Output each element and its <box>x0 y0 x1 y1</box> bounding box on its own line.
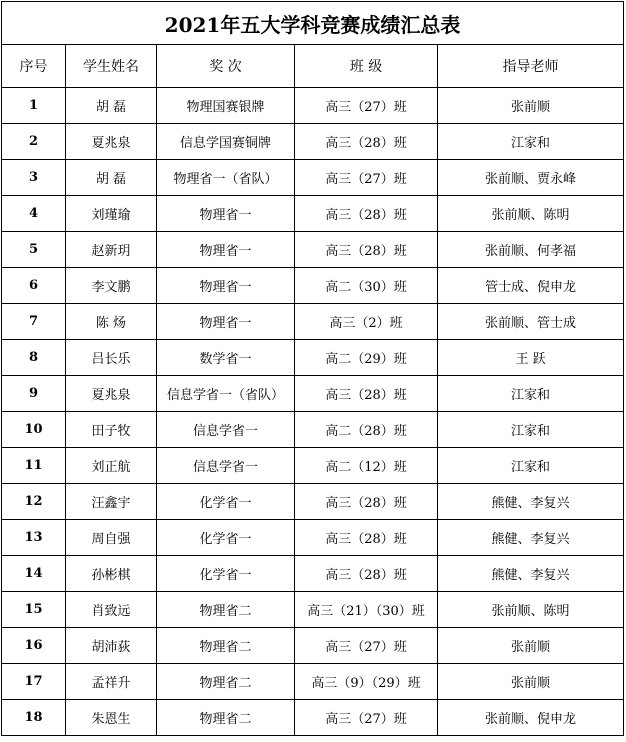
cell-advisor: 张前顺、陈明 <box>438 196 624 232</box>
table-row <box>2 412 624 448</box>
cell-student-name: 汪鑫宇 <box>66 484 157 520</box>
table-row <box>2 556 624 592</box>
table-row <box>2 376 624 412</box>
cell-index: 17 <box>2 664 66 700</box>
cell-advisor: 熊健、李复兴 <box>438 484 624 520</box>
cell-student-name: 刘正航 <box>66 448 157 484</box>
cell-class: 高三（9）（29）班 <box>295 664 438 700</box>
cell-student-name: 刘瑾瑜 <box>66 196 157 232</box>
cell-advisor: 张前顺、何孝福 <box>438 232 624 268</box>
cell-student-name: 孙彬棋 <box>66 556 157 592</box>
cell-advisor: 江家和 <box>438 376 624 412</box>
cell-index: 14 <box>2 556 66 592</box>
table-row <box>2 592 624 628</box>
cell-student-name: 胡沛荻 <box>66 628 157 664</box>
table-row <box>2 304 624 340</box>
cell-index: 10 <box>2 412 66 448</box>
cell-award: 物理省一 <box>157 304 295 340</box>
cell-award: 物理省一（省队） <box>157 160 295 196</box>
table-row <box>2 700 624 736</box>
cell-index: 11 <box>2 448 66 484</box>
cell-student-name: 赵新玥 <box>66 232 157 268</box>
table-row <box>2 484 624 520</box>
header-student-name: 学生姓名 <box>66 45 157 88</box>
cell-class: 高三（28）班 <box>295 196 438 232</box>
cell-student-name: 李文鹏 <box>66 268 157 304</box>
table-row <box>2 160 624 196</box>
cell-award: 物理省二 <box>157 592 295 628</box>
cell-class: 高三（27）班 <box>295 700 438 736</box>
cell-award: 物理省二 <box>157 700 295 736</box>
award-table <box>1 1 624 736</box>
cell-class: 高二（28）班 <box>295 412 438 448</box>
cell-index: 13 <box>2 520 66 556</box>
cell-student-name: 孟祥升 <box>66 664 157 700</box>
cell-index: 12 <box>2 484 66 520</box>
cell-index: 5 <box>2 232 66 268</box>
table-row <box>2 88 624 124</box>
cell-student-name: 肖致远 <box>66 592 157 628</box>
cell-award: 化学省一 <box>157 520 295 556</box>
cell-class: 高三（28）班 <box>295 376 438 412</box>
cell-award: 信息学省一 <box>157 412 295 448</box>
cell-advisor: 张前顺、陈明 <box>438 592 624 628</box>
table-row <box>2 340 624 376</box>
cell-index: 16 <box>2 628 66 664</box>
table-row <box>2 268 624 304</box>
cell-index: 9 <box>2 376 66 412</box>
cell-class: 高三（2）班 <box>295 304 438 340</box>
cell-student-name: 田子牧 <box>66 412 157 448</box>
table-row <box>2 664 624 700</box>
cell-class: 高三（27）班 <box>295 88 438 124</box>
cell-award: 化学省一 <box>157 556 295 592</box>
cell-index: 1 <box>2 88 66 124</box>
cell-award: 物理省二 <box>157 628 295 664</box>
cell-award: 信息学国赛铜牌 <box>157 124 295 160</box>
cell-award: 化学省一 <box>157 484 295 520</box>
cell-advisor: 王 跃 <box>438 340 624 376</box>
cell-class: 高三（27）班 <box>295 628 438 664</box>
cell-class: 高三（28）班 <box>295 556 438 592</box>
cell-index: 7 <box>2 304 66 340</box>
cell-advisor: 江家和 <box>438 124 624 160</box>
cell-advisor: 管士成、倪申龙 <box>438 268 624 304</box>
cell-student-name: 夏兆泉 <box>66 124 157 160</box>
cell-class: 高二（29）班 <box>295 340 438 376</box>
table-row <box>2 520 624 556</box>
cell-index: 18 <box>2 700 66 736</box>
cell-class: 高三（28）班 <box>295 124 438 160</box>
cell-student-name: 吕长乐 <box>66 340 157 376</box>
cell-index: 15 <box>2 592 66 628</box>
cell-advisor: 江家和 <box>438 412 624 448</box>
table-row <box>2 628 624 664</box>
cell-student-name: 胡 磊 <box>66 160 157 196</box>
table-row <box>2 124 624 160</box>
cell-award: 物理省二 <box>157 664 295 700</box>
cell-index: 3 <box>2 160 66 196</box>
cell-class: 高三（28）班 <box>295 484 438 520</box>
cell-advisor: 熊健、李复兴 <box>438 556 624 592</box>
cell-student-name: 夏兆泉 <box>66 376 157 412</box>
cell-advisor: 张前顺 <box>438 628 624 664</box>
cell-award: 物理省一 <box>157 232 295 268</box>
cell-class: 高三（21）（30）班 <box>295 592 438 628</box>
cell-class: 高二（12）班 <box>295 448 438 484</box>
cell-index: 2 <box>2 124 66 160</box>
header-index: 序号 <box>2 45 66 88</box>
cell-class: 高三（28）班 <box>295 520 438 556</box>
cell-award: 物理省一 <box>157 196 295 232</box>
cell-advisor: 张前顺、倪申龙 <box>438 700 624 736</box>
cell-index: 4 <box>2 196 66 232</box>
title-row <box>2 2 624 45</box>
cell-advisor: 张前顺 <box>438 88 624 124</box>
cell-award: 物理国赛银牌 <box>157 88 295 124</box>
cell-advisor: 熊健、李复兴 <box>438 520 624 556</box>
cell-advisor: 江家和 <box>438 448 624 484</box>
cell-student-name: 陈 炀 <box>66 304 157 340</box>
cell-award: 物理省一 <box>157 268 295 304</box>
header-class: 班 级 <box>295 45 438 88</box>
cell-award: 数学省一 <box>157 340 295 376</box>
cell-award: 信息学省一 <box>157 448 295 484</box>
table-title: 2021年五大学科竞赛成绩汇总表 <box>2 2 624 45</box>
cell-student-name: 周自强 <box>66 520 157 556</box>
header-row <box>2 45 624 88</box>
header-award: 奖 次 <box>157 45 295 88</box>
header-advisor: 指导老师 <box>438 45 624 88</box>
cell-index: 6 <box>2 268 66 304</box>
table-row <box>2 448 624 484</box>
cell-index: 8 <box>2 340 66 376</box>
cell-advisor: 张前顺、管士成 <box>438 304 624 340</box>
table-row <box>2 196 624 232</box>
cell-class: 高三（27）班 <box>295 160 438 196</box>
cell-advisor: 张前顺、贾永峰 <box>438 160 624 196</box>
cell-student-name: 胡 磊 <box>66 88 157 124</box>
cell-advisor: 张前顺 <box>438 664 624 700</box>
cell-class: 高三（28）班 <box>295 232 438 268</box>
table-row <box>2 232 624 268</box>
cell-class: 高二（30）班 <box>295 268 438 304</box>
cell-student-name: 朱恩生 <box>66 700 157 736</box>
cell-award: 信息学省一（省队） <box>157 376 295 412</box>
